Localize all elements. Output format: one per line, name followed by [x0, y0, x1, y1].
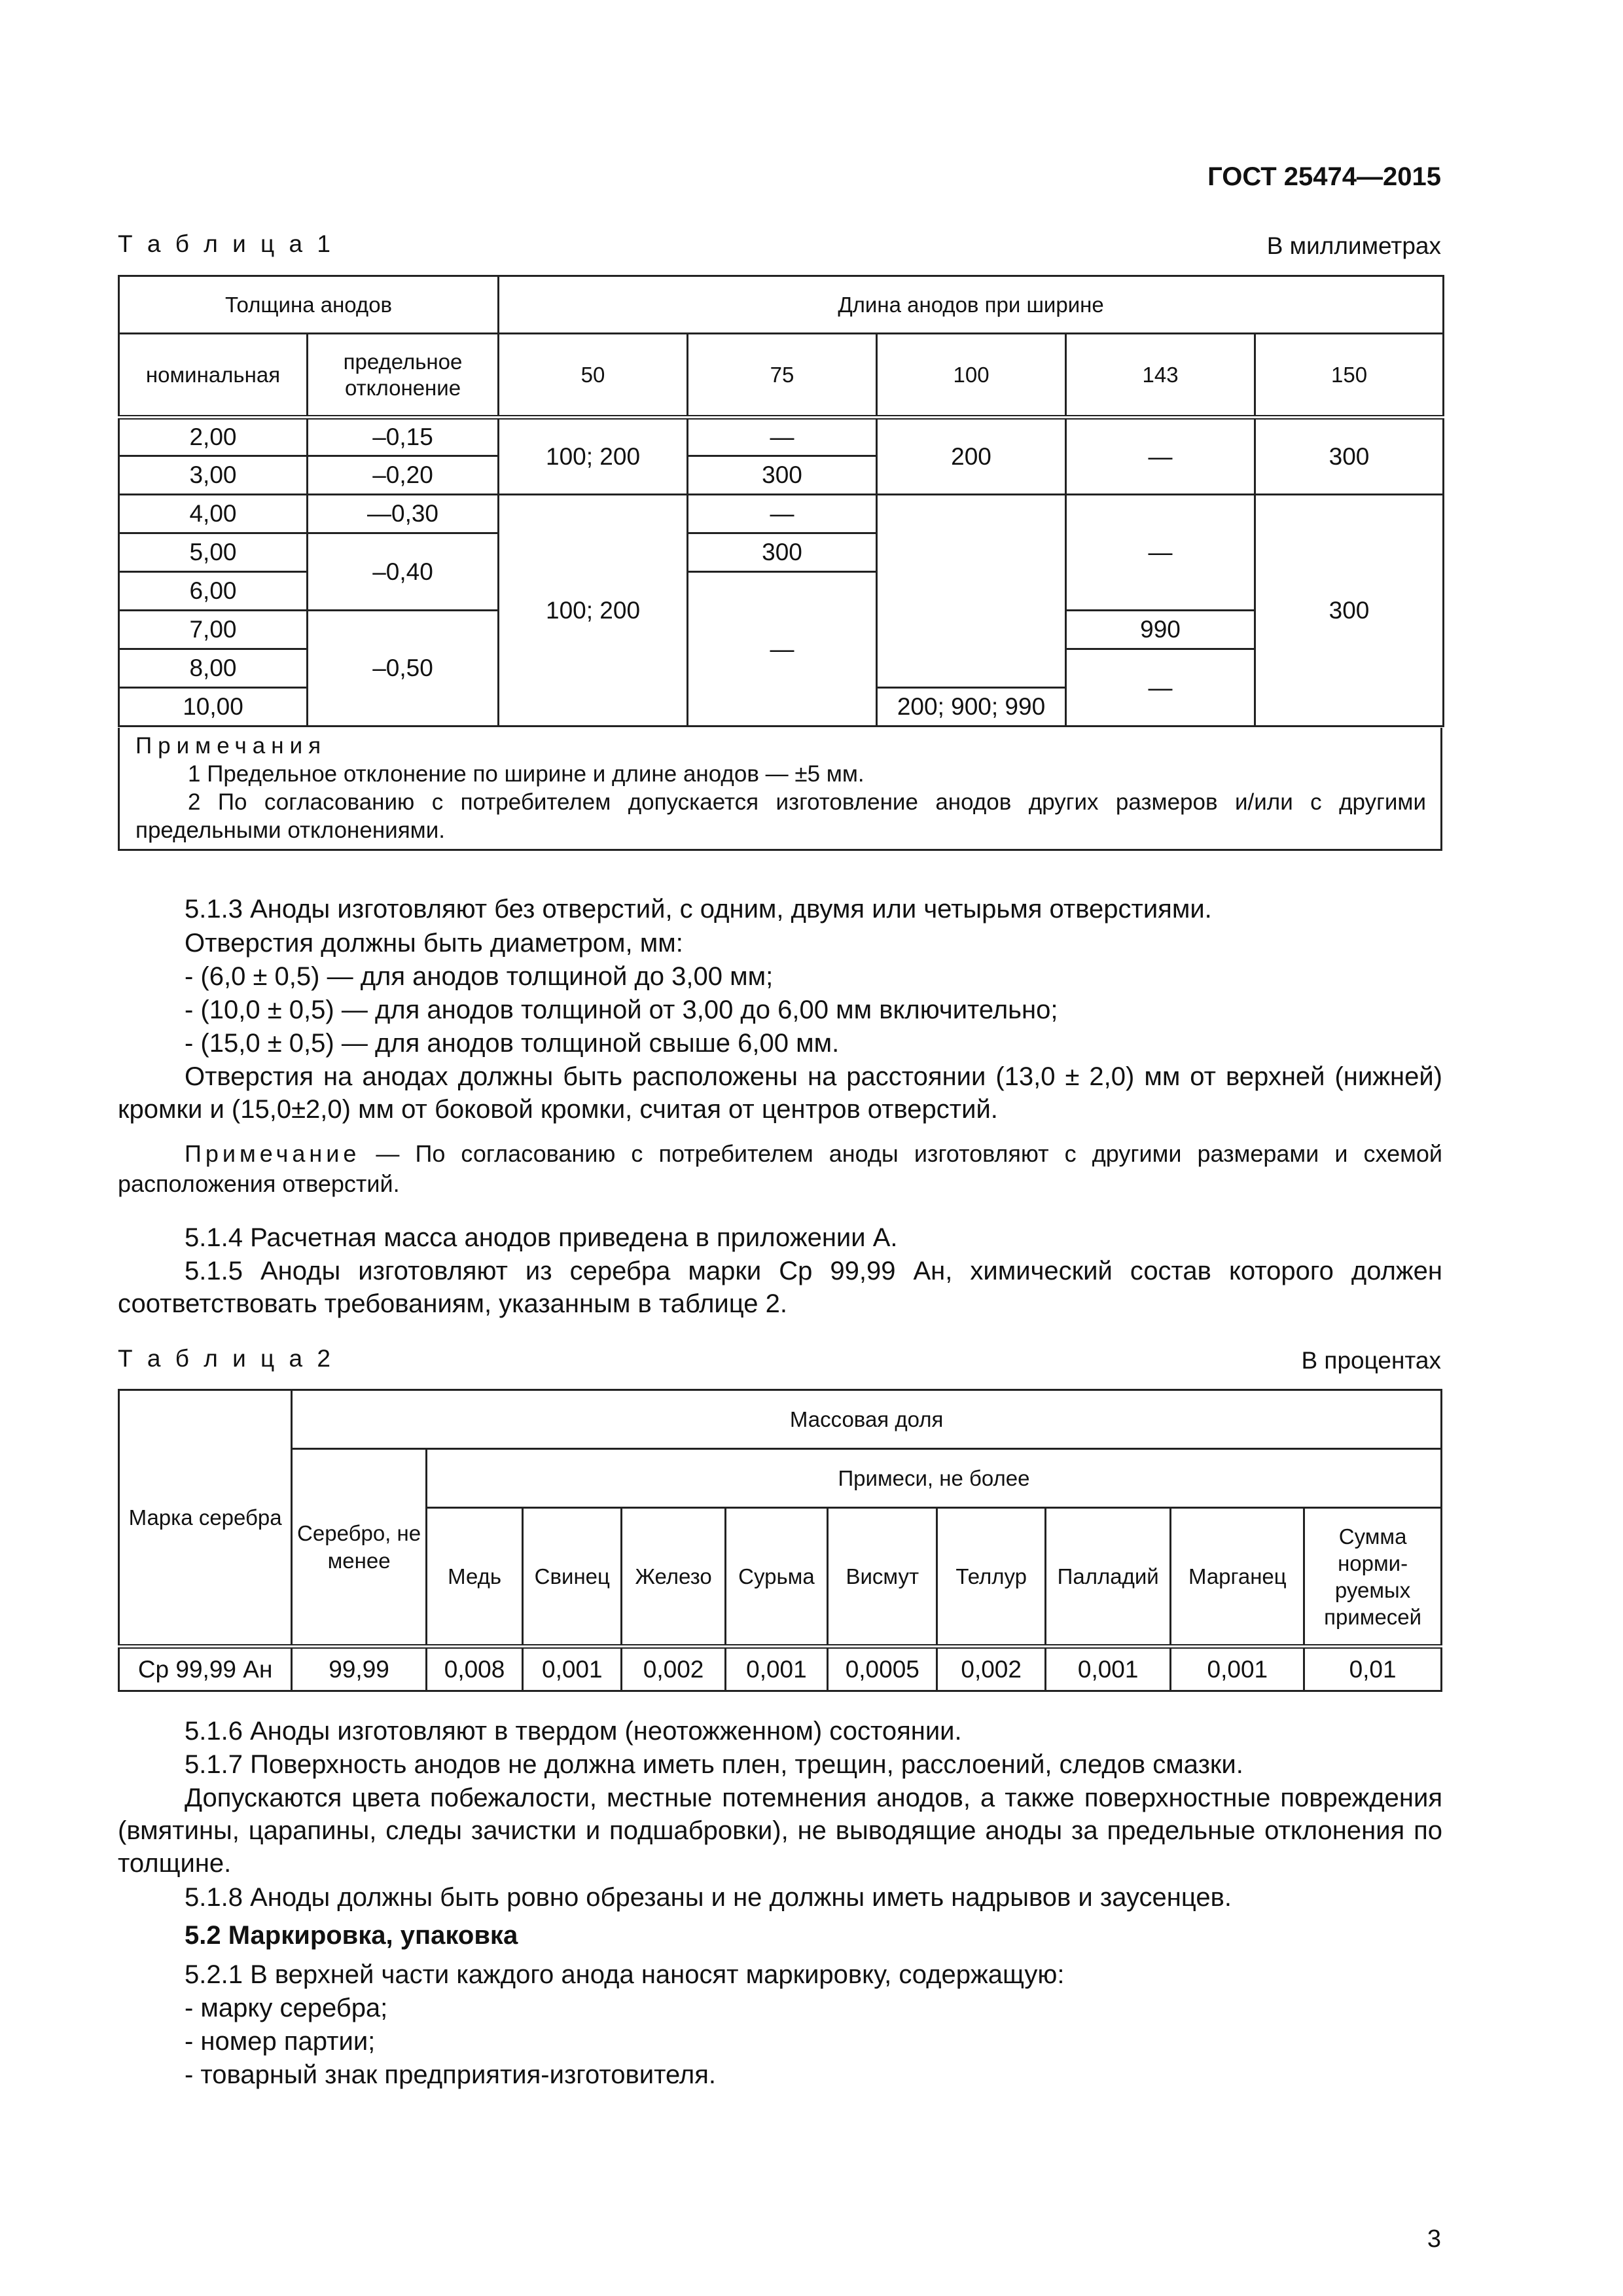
cell-w75: — [688, 418, 877, 456]
cell-w75: 300 [688, 456, 877, 495]
cell-palladium: 0,001 [1045, 1647, 1171, 1691]
list-item: - (10,0 ± 0,5) — для анодов толщиной от 3,00 до 6,00 мм включительно; [185, 996, 1058, 1024]
table2-caption: Т а б л и ц а 2 [118, 1345, 334, 1372]
cell-thickness: 3,00 [119, 456, 308, 495]
col-header-width-143: 143 [1066, 334, 1255, 418]
notes-heading: Примечания [135, 733, 327, 759]
col-header-thickness: Толщина анодов [119, 276, 499, 334]
table2 [118, 1389, 1442, 1692]
col-header-bismuth: Висмут [828, 1508, 937, 1647]
para-holes: Отверстия должны быть диаметром, мм: [185, 929, 683, 958]
list-item: - товарный знак предприятия-изготовителя. [185, 2060, 716, 2089]
table2-unit: В процентах [1301, 1347, 1441, 1374]
col-header-tellurium: Теллур [937, 1508, 1045, 1647]
col-header-width-150: 150 [1255, 334, 1444, 418]
col-header-grade: Марка серебра [119, 1390, 292, 1647]
cell-copper: 0,008 [426, 1647, 522, 1691]
table-row [119, 1647, 1442, 1691]
cell-thickness: 2,00 [119, 418, 308, 456]
section-heading-5-2: 5.2 Маркировка, упаковка [185, 1921, 518, 1950]
cell-tellurium: 0,002 [937, 1647, 1045, 1691]
para-5-1-4: 5.1.4 Расчетная масса анодов приведена в приложении А. [185, 1223, 898, 1252]
col-header-copper: Медь [426, 1508, 522, 1647]
cell-deviation: –0,20 [308, 456, 499, 495]
cell-w143: — [1066, 649, 1255, 726]
cell-silver: 99,99 [292, 1647, 427, 1691]
note-2: 2 По согласованию с потребителем допускается изготовление анодов других размеров и/или с другими предельными отклонениями. [135, 789, 1426, 843]
para-hole-positions: Отверстия на анодах должны быть расположены на расстоянии (13,0 ± 2,0) мм от верхней (нижней) кромки и (15,0±2,0) мм от боковой кромки, считая от центров отверстий. [118, 1062, 1442, 1124]
cell-thickness: 10,00 [119, 688, 308, 726]
table-row [119, 418, 1444, 456]
col-header-palladium: Палладий [1045, 1508, 1171, 1647]
cell-lead: 0,001 [523, 1647, 622, 1691]
cell-w143: — [1066, 495, 1255, 611]
cell-deviation: –0,15 [308, 418, 499, 456]
col-header-lead: Свинец [523, 1508, 622, 1647]
col-header-mass: Массовая доля [292, 1390, 1442, 1449]
note-1: 1 Предельное отклонение по ширине и длине анодов — ±5 мм. [188, 761, 865, 787]
para-5-1-3: 5.1.3 Аноды изготовляют без отверстий, с одним, двумя или четырьмя отверстиями. [185, 895, 1212, 924]
table1 [118, 275, 1444, 727]
cell-manganese: 0,001 [1171, 1647, 1304, 1691]
cell-thickness: 8,00 [119, 649, 308, 688]
note-para [118, 1139, 1442, 1199]
col-header-antimony: Сурьма [725, 1508, 827, 1647]
cell-grade: Ср 99,99 Ан [119, 1647, 292, 1691]
para-5-1-5: 5.1.5 Аноды изготовляют из серебра марки Ср 99,99 Ан, химический состав которого должен соответствовать требованиям, указанным в таблице 2. [118, 1257, 1442, 1318]
table-row [119, 495, 1444, 533]
col-header-impurities: Примеси, не более [426, 1449, 1441, 1508]
cell-bismuth: 0,0005 [828, 1647, 937, 1691]
col-header-deviation: предельное отклонение [308, 334, 499, 418]
cell-w100: 200 [877, 418, 1066, 495]
cell-thickness: 5,00 [119, 533, 308, 572]
para-5-1-8: 5.1.8 Аноды должны быть ровно обрезаны и не должны иметь надрывов и заусенцев. [185, 1883, 1232, 1912]
note-label: Примечание [185, 1140, 361, 1167]
col-header-iron: Железо [622, 1508, 725, 1647]
cell-w100: 200; 900; 990 [877, 688, 1066, 726]
table1-notes [118, 728, 1442, 851]
para-surface-defects: Допускаются цвета побежалости, местные потемнения анодов, а также поверхностные повреждения (вмятины, царапины, следы зачистки и подшабровки), не выводящие аноды за предельные отклонения по толщине. [118, 1784, 1442, 1878]
col-header-nominal: номинальная [119, 334, 308, 418]
cell-thickness: 4,00 [119, 495, 308, 533]
page-number: 3 [1427, 2225, 1441, 2253]
list-item: - номер партии; [185, 2027, 376, 2056]
document-header: ГОСТ 25474—2015 [1207, 162, 1441, 191]
cell-deviation: —0,30 [308, 495, 499, 533]
col-header-width-75: 75 [688, 334, 877, 418]
col-header-silver: Серебро, не менее [292, 1449, 427, 1647]
para-5-1-7: 5.1.7 Поверхность анодов не должна иметь плен, трещин, расслоений, следов смазки. [185, 1750, 1243, 1779]
list-item: - (6,0 ± 0,5) — для анодов толщиной до 3,00 мм; [185, 962, 774, 991]
cell-w50: 100; 200 [499, 418, 688, 495]
cell-deviation: –0,40 [308, 533, 499, 611]
col-header-length: Длина анодов при ширине [499, 276, 1444, 334]
cell-w143: — [1066, 418, 1255, 495]
cell-w75: — [688, 495, 877, 533]
list-item: - (15,0 ± 0,5) — для анодов толщиной свыше 6,00 мм. [185, 1029, 840, 1058]
col-header-manganese: Марганец [1171, 1508, 1304, 1647]
cell-thickness: 6,00 [119, 572, 308, 611]
cell-sum: 0,01 [1304, 1647, 1442, 1691]
cell-w150: 300 [1255, 418, 1444, 495]
para-5-1-6: 5.1.6 Аноды изготовляют в твердом (неотожженном) состоянии. [185, 1717, 962, 1746]
col-header-width-50: 50 [499, 334, 688, 418]
cell-w75: 300 [688, 533, 877, 572]
para-5-2-1: 5.2.1 В верхней части каждого анода наносят маркировку, содержащую: [185, 1960, 1065, 1989]
note-text: — По согласованию с потребителем аноды изготовляют с другими размерами и схемой расположения отверстий. [118, 1140, 1442, 1197]
table1-caption: Т а б л и ц а 1 [118, 230, 334, 257]
cell-w50: 100; 200 [499, 495, 688, 726]
cell-iron: 0,002 [622, 1647, 725, 1691]
cell-antimony: 0,001 [725, 1647, 827, 1691]
cell-w150: 300 [1255, 495, 1444, 726]
cell-w75: — [688, 572, 877, 726]
list-item: - марку серебра; [185, 1994, 388, 2022]
cell-deviation: –0,50 [308, 611, 499, 726]
cell-w100-empty [877, 495, 1066, 688]
table1-unit: В миллиметрах [1266, 232, 1441, 259]
cell-w143: 990 [1066, 611, 1255, 649]
col-header-sum: Сумма норми-руемых примесей [1304, 1508, 1442, 1647]
cell-thickness: 7,00 [119, 611, 308, 649]
col-header-width-100: 100 [877, 334, 1066, 418]
